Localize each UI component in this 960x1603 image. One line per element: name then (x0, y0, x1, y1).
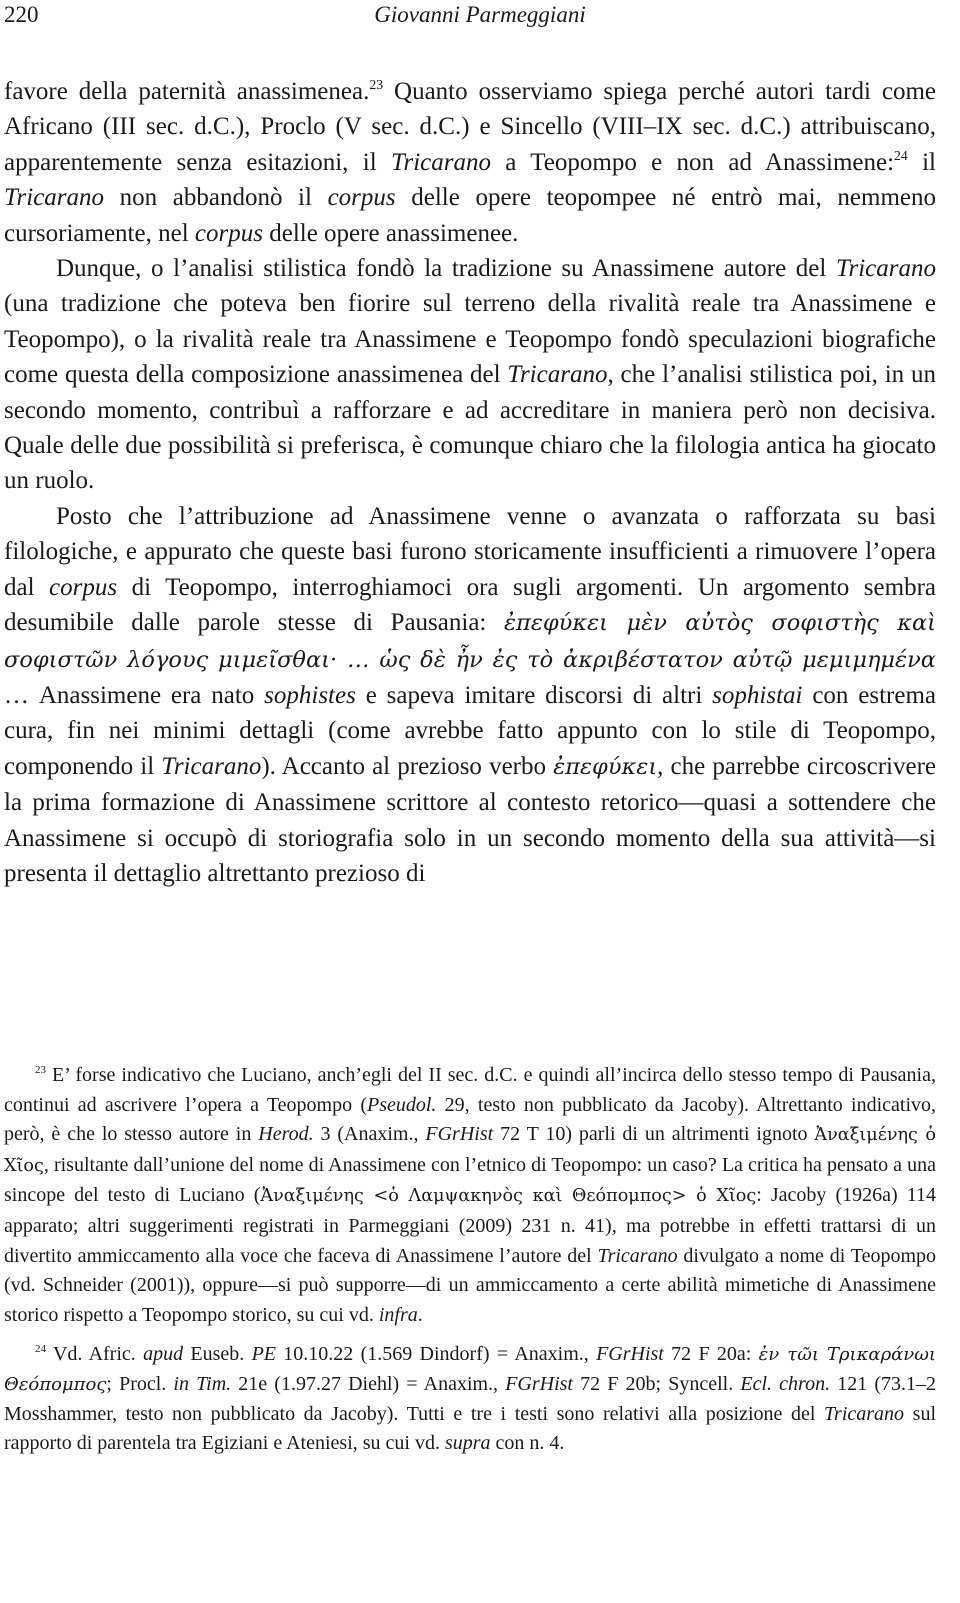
footnote-ref-23: 23 (369, 76, 384, 92)
text-run: : Jacoby (1926a) 114 apparato; altri suggerimenti registrati in Parmeggiani (2009) 231 n. 41), ma potrebbe in effetti trattarsi di un divertito ammiccamento alla voce che faceva di Anassimene l’autore del (4, 1184, 936, 1267)
running-head: Giovanni Parmeggiani (374, 2, 586, 27)
text-run: Quanto osserviamo spiega perché autori tardi come Africano (III sec. d.C.), Proclo (V sec. d.C.) e Sincello (VIII–IX sec. d.C.) attribuiscano, apparentemente senza esitazioni, il (4, 78, 936, 176)
text-run: sul rapporto di parentela tra Egiziani e Ateniesi, su cui vd. (4, 1402, 937, 1455)
italic-title: Tricarano (824, 1402, 905, 1425)
footnote-number: 24 (35, 1343, 46, 1356)
text-run: 10.10.22 (1.569 Dindorf) = Anaxim., (276, 1343, 597, 1366)
page-header (4, 0, 956, 30)
text-run: Dunque, o l’analisi stilistica fondò la tradizione su Anassimene autore del (56, 255, 836, 283)
text-run: , che parrebbe circoscrivere la prima formazione di Anassimene scrittore al contesto retorico—quasi a sottendere che Anassimene si occupò di storiografia solo in un secondo momento della sua attività—si presenta il dettaglio altrettanto prezioso di (4, 752, 937, 887)
italic-ref: FGrHist (505, 1372, 573, 1395)
text-run: Euseb. (183, 1343, 252, 1366)
italic-title: Tricarano (835, 255, 936, 283)
italic-term: corpus (327, 184, 396, 212)
text-run: 29, testo non pubblicato da Jacoby). Altrettanto indicativo, però, è che lo stesso autore in (4, 1093, 937, 1146)
main-text (4, 74, 936, 891)
italic-ref: Ecl. chron. (740, 1372, 831, 1395)
paragraph-2 (4, 251, 936, 499)
paragraph-3 (4, 499, 936, 891)
text-run: con n. 4. (490, 1432, 565, 1455)
italic-title: Tricarano (161, 752, 262, 780)
text-run: di Teopompo, interroghiamoci ora sugli argomenti. Un argomento sembra desumibile dalle parole stesse di Pausania: (4, 573, 936, 637)
text-run: e sapeva imitare discorsi di altri (355, 681, 713, 709)
text-run: , che l’analisi stilistica poi, in un secondo momento, contribuì a rafforzare e ad accreditare in maniera però non decisiva. Quale delle due possibilità si preferisca, è comunque chiaro che la filologia antica ha giocato un ruolo. (4, 361, 936, 495)
italic-ref: in Tim. (173, 1372, 232, 1395)
paragraph-1 (4, 74, 936, 251)
page-number: 220 (4, 2, 39, 27)
text-run: ). Accanto al prezioso verbo (261, 752, 554, 780)
text-run: 72 F 20a: (663, 1343, 759, 1366)
text-run: a Teopompo e non ad Anassimene: (490, 148, 895, 176)
text-run: delle opere anassimenee. (262, 219, 519, 247)
text-run: 72 T 10) parli di un altrimenti ignoto (493, 1123, 815, 1146)
text-run: il (907, 148, 936, 176)
italic-title: Tricarano (597, 1244, 678, 1267)
text-run: divulgato a nome di Teopompo (vd. Schneider (2001)), oppure—si può supporre—di un ammiccamento a certe abilità mimetiche di Anassimene storico rispetto a Teopompo storico, su cui vd. (4, 1244, 936, 1326)
greek-word: ἐπεφύκει (553, 753, 658, 780)
italic-title: Tricarano (390, 148, 491, 176)
italic-title: Tricarano (507, 361, 608, 389)
text-run: favore della paternità anassimenea. (4, 78, 370, 105)
text-run: , risultante dall’unione del nome di Anassimene con l’etnico di Teopompo: un caso? La critica ha pensato a una sincope del testo di Luciano ( (4, 1153, 936, 1207)
footnote-23 (4, 1061, 936, 1330)
text-run: E’ forse indicativo che Luciano, anch’egli del II sec. d.C. e quindi all’incirca dello stesso tempo di Pausania, continui ad ascrivere l’opera a Teopompo ( (4, 1064, 936, 1116)
greek-name: Ἀναξιμένης ὁ Χῖος (4, 1125, 936, 1176)
text-run: . (417, 1303, 423, 1326)
text-run: Posto che l’attribuzione ad Anassimene venne o avanzata o rafforzata su basi filologiche, e appurato che queste basi furono storicamente insufficienti a rimuovere l’opera dal (4, 502, 936, 601)
text-run: … Anassimene era nato (4, 681, 265, 709)
text-run: 3 (Anaxim., (313, 1123, 426, 1146)
text-run: Vd. Afric. (46, 1343, 144, 1366)
text-run: 72 F 20b; Syncell. (573, 1372, 741, 1395)
text-run: ; Procl. (106, 1372, 174, 1395)
text-run: con estrema cura, fin nei minimi dettagli (come avrebbe fatto appunto con lo stile di Teopompo, componendo il (4, 681, 936, 780)
italic-ref: FGrHist (425, 1123, 494, 1146)
text-run: non abbandonò il (104, 184, 328, 212)
italic-term: corpus (49, 573, 118, 601)
greek-emendation: Ἀναξιμένης <ὁ Λαμψακηνὸς καὶ Θεόπομπος> ὁ Χῖος (260, 1186, 757, 1207)
italic-ref: infra (378, 1303, 418, 1326)
footnote-ref-24: 24 (894, 147, 908, 163)
italic-ref: PE (251, 1343, 276, 1366)
italic-term: sophistai (712, 681, 803, 709)
italic-title: Tricarano (4, 184, 105, 212)
greek-quotation: ἐν τῶι Τρικαράνωι Θεόπομπος (4, 1344, 936, 1395)
footnote-24 (4, 1340, 936, 1458)
italic-term: sophistes (264, 681, 356, 709)
footnote-number: 23 (35, 1063, 46, 1076)
text-run: (una tradizione che poteva ben fiorire sul terreno della rivalità reale tra Anassimene e Teopompo), o la rivalità reale tra Anassimene e Teopompo fondò speculazioni biografiche come questa della composizione anassimenea del (4, 290, 936, 389)
italic-ref: supra (444, 1432, 491, 1455)
italic-term: corpus (194, 219, 263, 247)
text-run: 121 (73.1–2 Mosshammer, testo non pubblicato da Jacoby). Tutti e tre i testi sono relativi alla posizione del (4, 1372, 937, 1425)
text-run: delle opere teopompee né entrò mai, nemmeno cursoriamente, nel (4, 184, 936, 247)
italic-ref: Pseudol. (367, 1093, 437, 1116)
greek-quotation: ἐπεφύκει μὲν αὐτὸς σοφιστὴς καὶ σοφιστῶν λόγους μιμεῖσθαι· … ὡς δὲ ἦν ἐς τὸ ἀκριβέστατον αὐτῷ μεμιμημένα (4, 610, 936, 673)
text-run: 21e (1.97.27 Diehl) = Anaxim., (231, 1372, 506, 1395)
italic-ref: FGrHist (596, 1343, 664, 1366)
italic-ref: apud (143, 1343, 184, 1366)
italic-ref: Herod. (258, 1123, 314, 1146)
footnotes (4, 1061, 936, 1459)
